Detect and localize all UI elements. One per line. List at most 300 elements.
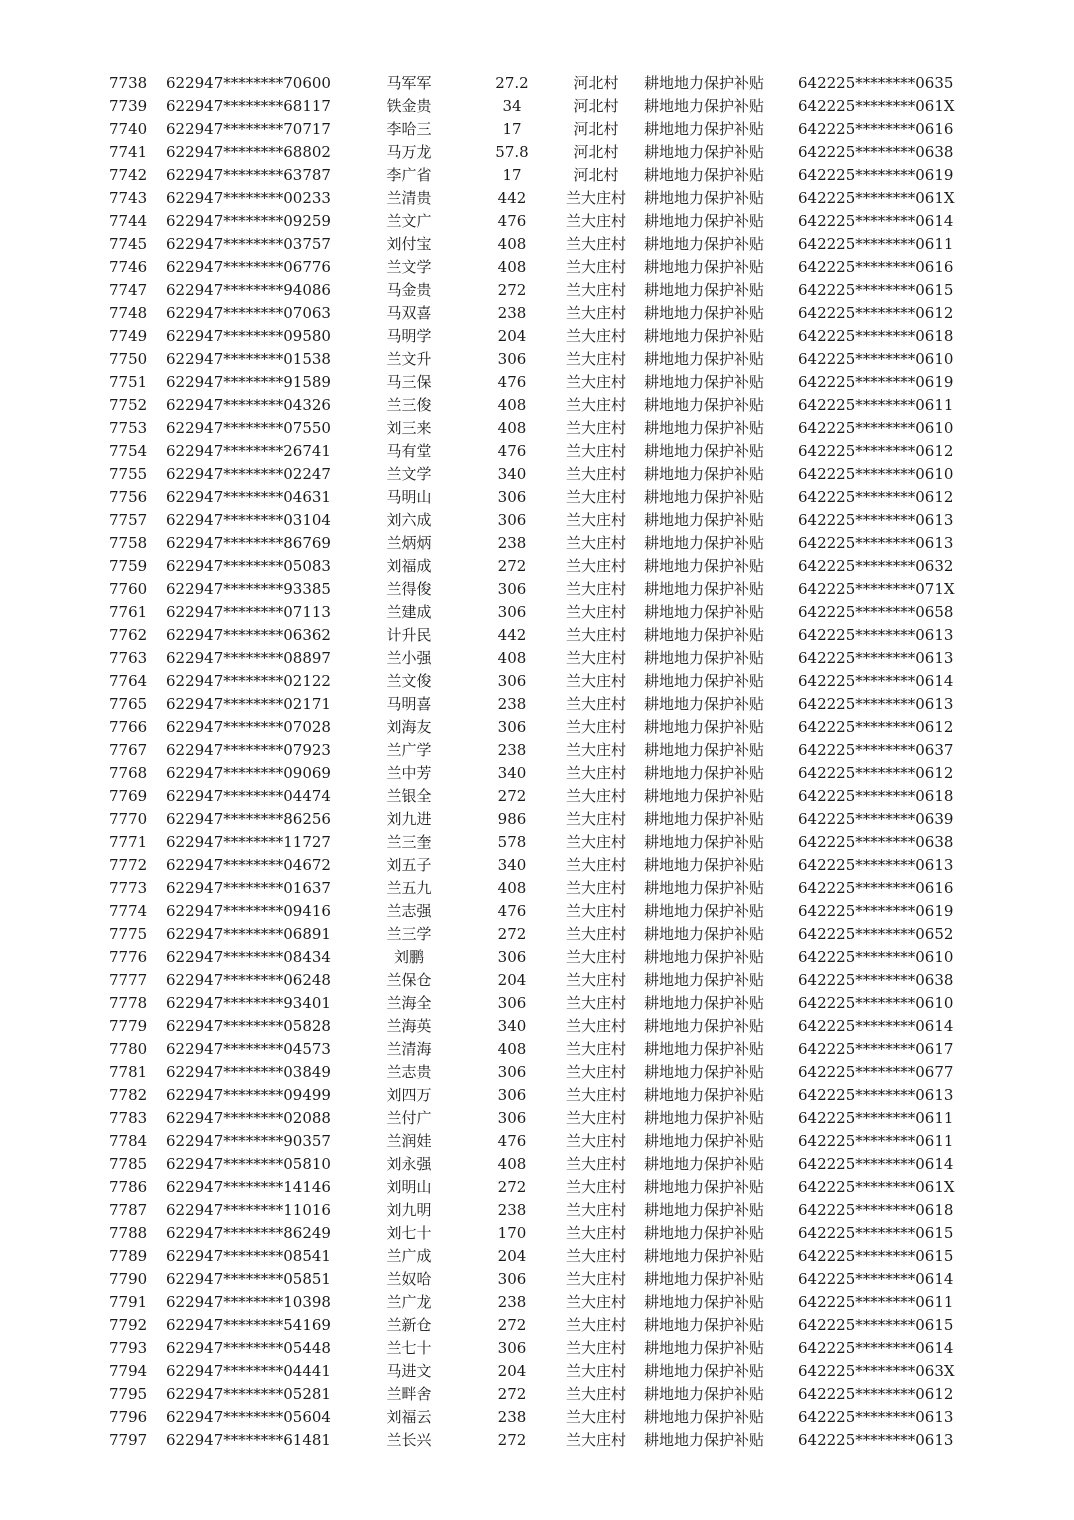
recipient-name: 兰文学 (386, 465, 432, 483)
id-number: 642225********0615 (798, 1316, 954, 1334)
village: 兰大庄村 (565, 419, 626, 437)
subsidy-item: 耕地地力保护补贴 (644, 1224, 765, 1242)
id-number: 642225********0613 (798, 534, 954, 552)
village: 兰大庄村 (565, 902, 626, 920)
recipient-name: 刘鹏 (393, 948, 424, 966)
id-number: 642225********061X (798, 97, 955, 115)
table-row (0, 1061, 1074, 1084)
subsidy-amount: 408 (497, 1155, 527, 1173)
id-number: 642225********0610 (798, 948, 954, 966)
bank-card-number: 622947********11016 (166, 1201, 331, 1219)
bank-card-number: 622947********09499 (166, 1086, 331, 1104)
recipient-name: 马金贵 (386, 281, 432, 299)
subsidy-item: 耕地地力保护补贴 (644, 925, 765, 943)
subsidy-amount: 578 (497, 833, 527, 851)
row-number: 7772 (109, 856, 148, 874)
bank-card-number: 622947********03849 (166, 1063, 331, 1081)
bank-card-number: 622947********05604 (166, 1408, 331, 1426)
subsidy-amount: 340 (497, 764, 527, 782)
village: 兰大庄村 (565, 1293, 626, 1311)
table-row (0, 877, 1074, 900)
row-number: 7796 (109, 1408, 148, 1426)
table-row (0, 785, 1074, 808)
subsidy-item: 耕地地力保护补贴 (644, 626, 765, 644)
village: 兰大庄村 (565, 833, 626, 851)
village: 兰大庄村 (565, 350, 626, 368)
row-number: 7795 (109, 1385, 148, 1403)
row-number: 7774 (109, 902, 148, 920)
bank-card-number: 622947********93385 (166, 580, 331, 598)
subsidy-item: 耕地地力保护补贴 (644, 511, 765, 529)
table-row (0, 578, 1074, 601)
table-row (0, 670, 1074, 693)
village: 兰大庄村 (565, 1109, 626, 1127)
table-row (0, 716, 1074, 739)
bank-card-number: 622947********01637 (166, 879, 331, 897)
subsidy-item: 耕地地力保护补贴 (644, 833, 765, 851)
id-number: 642225********0611 (798, 1132, 954, 1150)
table-row (0, 900, 1074, 923)
village: 兰大庄村 (565, 1385, 626, 1403)
row-number: 7747 (109, 281, 148, 299)
id-number: 642225********0612 (798, 304, 954, 322)
table-row (0, 1038, 1074, 1061)
subsidy-item: 耕地地力保护补贴 (644, 1270, 765, 1288)
village: 兰大庄村 (565, 948, 626, 966)
row-number: 7761 (109, 603, 148, 621)
recipient-name: 兰广成 (386, 1247, 432, 1265)
recipient-name: 兰炳炳 (386, 534, 432, 552)
subsidy-amount: 170 (497, 1224, 527, 1242)
id-number: 642225********061X (798, 1178, 955, 1196)
subsidy-amount: 306 (497, 511, 527, 529)
subsidy-amount: 17 (502, 120, 522, 138)
village: 兰大庄村 (565, 672, 626, 690)
id-number: 642225********0614 (798, 1270, 954, 1288)
subsidy-item: 耕地地力保护补贴 (644, 1109, 765, 1127)
row-number: 7759 (109, 557, 148, 575)
row-number: 7777 (109, 971, 148, 989)
bank-card-number: 622947********68117 (166, 97, 331, 115)
village: 兰大庄村 (565, 1270, 626, 1288)
bank-card-number: 622947********09580 (166, 327, 331, 345)
bank-card-number: 622947********07028 (166, 718, 331, 736)
recipient-name: 李哈三 (386, 120, 432, 138)
subsidy-amount: 272 (497, 1385, 527, 1403)
village: 兰大庄村 (565, 534, 626, 552)
subsidy-item: 耕地地力保护补贴 (644, 1362, 765, 1380)
id-number: 642225********0616 (798, 120, 954, 138)
village: 兰大庄村 (565, 1040, 626, 1058)
subsidy-amount: 306 (497, 948, 527, 966)
id-number: 642225********0611 (798, 1109, 954, 1127)
row-number: 7750 (109, 350, 148, 368)
id-number: 642225********0618 (798, 1201, 954, 1219)
table-row (0, 1429, 1074, 1452)
subsidy-item: 耕地地力保护补贴 (644, 465, 765, 483)
subsidy-item: 耕地地力保护补贴 (644, 718, 765, 736)
row-number: 7739 (109, 97, 148, 115)
village: 兰大庄村 (565, 511, 626, 529)
subsidy-item: 耕地地力保护补贴 (644, 1178, 765, 1196)
subsidy-amount: 27.2 (495, 74, 529, 92)
village: 兰大庄村 (565, 764, 626, 782)
recipient-name: 铁金贵 (386, 97, 432, 115)
subsidy-item: 耕地地力保护补贴 (644, 1408, 765, 1426)
recipient-name: 马明学 (386, 327, 432, 345)
recipient-name: 刘永强 (386, 1155, 432, 1173)
table-row (0, 808, 1074, 831)
subsidy-amount: 306 (497, 718, 527, 736)
row-number: 7785 (109, 1155, 148, 1173)
subsidy-amount: 204 (497, 1362, 527, 1380)
recipient-name: 兰海英 (386, 1017, 432, 1035)
table-row (0, 118, 1074, 141)
subsidy-item: 耕地地力保护补贴 (644, 1086, 765, 1104)
row-number: 7788 (109, 1224, 148, 1242)
id-number: 642225********0614 (798, 1155, 954, 1173)
bank-card-number: 622947********05828 (166, 1017, 331, 1035)
recipient-name: 兰长兴 (386, 1431, 432, 1449)
subsidy-amount: 476 (497, 212, 527, 230)
bank-card-number: 622947********07113 (166, 603, 331, 621)
subsidy-item: 耕地地力保护补贴 (644, 304, 765, 322)
subsidy-item: 耕地地力保护补贴 (644, 327, 765, 345)
table-row (0, 624, 1074, 647)
subsidy-item: 耕地地力保护补贴 (644, 672, 765, 690)
village: 兰大庄村 (565, 856, 626, 874)
row-number: 7770 (109, 810, 148, 828)
table-row (0, 1130, 1074, 1153)
recipient-name: 兰清贵 (386, 189, 432, 207)
row-number: 7793 (109, 1339, 148, 1357)
bank-card-number: 622947********04573 (166, 1040, 331, 1058)
row-number: 7751 (109, 373, 148, 391)
recipient-name: 兰清海 (386, 1040, 432, 1058)
id-number: 642225********0614 (798, 1017, 954, 1035)
id-number: 642225********0615 (798, 1247, 954, 1265)
subsidy-item: 耕地地力保护补贴 (644, 534, 765, 552)
recipient-name: 兰银全 (386, 787, 432, 805)
id-number: 642225********061X (798, 189, 955, 207)
bank-card-number: 622947********02247 (166, 465, 331, 483)
id-number: 642225********0612 (798, 488, 954, 506)
subsidy-amount: 238 (497, 534, 527, 552)
table-row (0, 762, 1074, 785)
id-number: 642225********071X (798, 580, 955, 598)
subsidy-item: 耕地地力保护补贴 (644, 97, 765, 115)
subsidy-amount: 306 (497, 580, 527, 598)
recipient-name: 兰文升 (386, 350, 432, 368)
bank-card-number: 622947********09259 (166, 212, 331, 230)
subsidy-amount: 306 (497, 488, 527, 506)
row-number: 7746 (109, 258, 148, 276)
id-number: 642225********0612 (798, 764, 954, 782)
subsidy-item: 耕地地力保护补贴 (644, 948, 765, 966)
subsidy-item: 耕地地力保护补贴 (644, 419, 765, 437)
table-row (0, 693, 1074, 716)
subsidy-amount: 306 (497, 1109, 527, 1127)
id-number: 642225********0617 (798, 1040, 954, 1058)
row-number: 7752 (109, 396, 148, 414)
bank-card-number: 622947********90357 (166, 1132, 331, 1150)
recipient-name: 兰奴哈 (386, 1270, 432, 1288)
row-number: 7792 (109, 1316, 148, 1334)
id-number: 642225********0614 (798, 212, 954, 230)
subsidy-amount: 408 (497, 396, 527, 414)
subsidy-amount: 986 (497, 810, 527, 828)
village: 兰大庄村 (565, 787, 626, 805)
row-number: 7769 (109, 787, 148, 805)
table-row (0, 923, 1074, 946)
table-row (0, 1314, 1074, 1337)
row-number: 7782 (109, 1086, 148, 1104)
row-number: 7741 (109, 143, 148, 161)
table-row (0, 1176, 1074, 1199)
subsidy-amount: 476 (497, 442, 527, 460)
bank-card-number: 622947********05810 (166, 1155, 331, 1173)
row-number: 7797 (109, 1431, 148, 1449)
bank-card-number: 622947********54169 (166, 1316, 331, 1334)
village: 兰大庄村 (565, 1132, 626, 1150)
bank-card-number: 622947********06362 (166, 626, 331, 644)
bank-card-number: 622947********02171 (166, 695, 331, 713)
recipient-name: 兰广龙 (386, 1293, 432, 1311)
village: 兰大庄村 (565, 281, 626, 299)
subsidy-amount: 408 (497, 649, 527, 667)
recipient-name: 刘七十 (386, 1224, 432, 1242)
village: 河北村 (573, 166, 619, 184)
row-number: 7790 (109, 1270, 148, 1288)
recipient-name: 兰新仓 (386, 1316, 432, 1334)
subsidy-amount: 272 (497, 925, 527, 943)
row-number: 7766 (109, 718, 148, 736)
village: 兰大庄村 (565, 327, 626, 345)
id-number: 642225********0638 (798, 971, 954, 989)
id-number: 642225********0632 (798, 557, 954, 575)
village: 兰大庄村 (565, 1247, 626, 1265)
subsidy-amount: 442 (497, 189, 527, 207)
table-row (0, 1153, 1074, 1176)
row-number: 7743 (109, 189, 148, 207)
table-row (0, 440, 1074, 463)
subsidy-item: 耕地地力保护补贴 (644, 787, 765, 805)
bank-card-number: 622947********06248 (166, 971, 331, 989)
row-number: 7757 (109, 511, 148, 529)
subsidy-item: 耕地地力保护补贴 (644, 396, 765, 414)
table-row (0, 555, 1074, 578)
bank-card-number: 622947********02122 (166, 672, 331, 690)
table-row (0, 1015, 1074, 1038)
table-row (0, 739, 1074, 762)
subsidy-item: 耕地地力保护补贴 (644, 1339, 765, 1357)
id-number: 642225********0677 (798, 1063, 954, 1081)
row-number: 7738 (109, 74, 148, 92)
village: 兰大庄村 (565, 603, 626, 621)
bank-card-number: 622947********08897 (166, 649, 331, 667)
recipient-name: 马三保 (386, 373, 432, 391)
table-row (0, 164, 1074, 187)
table-row (0, 325, 1074, 348)
subsidy-amount: 476 (497, 1132, 527, 1150)
row-number: 7786 (109, 1178, 148, 1196)
row-number: 7780 (109, 1040, 148, 1058)
recipient-name: 兰付广 (386, 1109, 432, 1127)
bank-card-number: 622947********08541 (166, 1247, 331, 1265)
id-number: 642225********0613 (798, 1431, 954, 1449)
table-row (0, 1222, 1074, 1245)
subsidy-amount: 306 (497, 603, 527, 621)
row-number: 7784 (109, 1132, 148, 1150)
subsidy-amount: 408 (497, 235, 527, 253)
id-number: 642225********0613 (798, 511, 954, 529)
table-row (0, 969, 1074, 992)
subsidy-amount: 306 (497, 994, 527, 1012)
table-row (0, 187, 1074, 210)
table-row (0, 647, 1074, 670)
subsidy-table (0, 72, 1074, 1452)
row-number: 7760 (109, 580, 148, 598)
bank-card-number: 622947********05281 (166, 1385, 331, 1403)
id-number: 642225********0610 (798, 350, 954, 368)
row-number: 7758 (109, 534, 148, 552)
village: 兰大庄村 (565, 488, 626, 506)
subsidy-amount: 17 (502, 166, 522, 184)
row-number: 7783 (109, 1109, 148, 1127)
village: 兰大庄村 (565, 1178, 626, 1196)
recipient-name: 兰三奎 (386, 833, 432, 851)
village: 兰大庄村 (565, 304, 626, 322)
bank-card-number: 622947********09416 (166, 902, 331, 920)
subsidy-amount: 57.8 (495, 143, 529, 161)
id-number: 642225********0614 (798, 1339, 954, 1357)
subsidy-item: 耕地地力保护补贴 (644, 143, 765, 161)
recipient-name: 刘五子 (386, 856, 432, 874)
bank-card-number: 622947********70600 (166, 74, 331, 92)
table-row (0, 371, 1074, 394)
table-row (0, 1199, 1074, 1222)
bank-card-number: 622947********02088 (166, 1109, 331, 1127)
id-number: 642225********0613 (798, 695, 954, 713)
subsidy-amount: 408 (497, 419, 527, 437)
subsidy-item: 耕地地力保护补贴 (644, 189, 765, 207)
id-number: 642225********0637 (798, 741, 954, 759)
table-row (0, 72, 1074, 95)
row-number: 7767 (109, 741, 148, 759)
row-number: 7787 (109, 1201, 148, 1219)
bank-card-number: 622947********04441 (166, 1362, 331, 1380)
bank-card-number: 622947********04672 (166, 856, 331, 874)
subsidy-amount: 272 (497, 281, 527, 299)
recipient-name: 马双喜 (386, 304, 432, 322)
bank-card-number: 622947********07923 (166, 741, 331, 759)
subsidy-amount: 306 (497, 672, 527, 690)
row-number: 7781 (109, 1063, 148, 1081)
bank-card-number: 622947********86249 (166, 1224, 331, 1242)
subsidy-item: 耕地地力保护补贴 (644, 902, 765, 920)
row-number: 7773 (109, 879, 148, 897)
recipient-name: 兰广学 (386, 741, 432, 759)
row-number: 7775 (109, 925, 148, 943)
bank-card-number: 622947********05851 (166, 1270, 331, 1288)
village: 河北村 (573, 143, 619, 161)
subsidy-amount: 306 (497, 350, 527, 368)
village: 兰大庄村 (565, 649, 626, 667)
village: 河北村 (573, 120, 619, 138)
bank-card-number: 622947********06776 (166, 258, 331, 276)
row-number: 7744 (109, 212, 148, 230)
bank-card-number: 622947********04474 (166, 787, 331, 805)
subsidy-item: 耕地地力保护补贴 (644, 350, 765, 368)
row-number: 7756 (109, 488, 148, 506)
subsidy-amount: 238 (497, 1408, 527, 1426)
subsidy-item: 耕地地力保护补贴 (644, 1040, 765, 1058)
subsidy-item: 耕地地力保护补贴 (644, 1063, 765, 1081)
subsidy-amount: 306 (497, 1270, 527, 1288)
bank-card-number: 622947********93401 (166, 994, 331, 1012)
subsidy-item: 耕地地力保护补贴 (644, 488, 765, 506)
bank-card-number: 622947********68802 (166, 143, 331, 161)
table-row (0, 302, 1074, 325)
table-row (0, 1268, 1074, 1291)
table-row (0, 601, 1074, 624)
bank-card-number: 622947********05083 (166, 557, 331, 575)
bank-card-number: 622947********11727 (166, 833, 331, 851)
subsidy-item: 耕地地力保护补贴 (644, 1017, 765, 1035)
subsidy-amount: 340 (497, 465, 527, 483)
recipient-name: 刘海友 (386, 718, 432, 736)
id-number: 642225********0611 (798, 396, 954, 414)
bank-card-number: 622947********07063 (166, 304, 331, 322)
table-row (0, 1360, 1074, 1383)
bank-card-number: 622947********70717 (166, 120, 331, 138)
recipient-name: 兰保仓 (386, 971, 432, 989)
recipient-name: 刘四万 (386, 1086, 432, 1104)
subsidy-amount: 204 (497, 1247, 527, 1265)
row-number: 7768 (109, 764, 148, 782)
id-number: 642225********0619 (798, 166, 954, 184)
id-number: 642225********0612 (798, 718, 954, 736)
id-number: 642225********0618 (798, 327, 954, 345)
subsidy-amount: 204 (497, 971, 527, 989)
recipient-name: 刘明山 (386, 1178, 432, 1196)
recipient-name: 兰建成 (386, 603, 432, 621)
subsidy-item: 耕地地力保护补贴 (644, 741, 765, 759)
id-number: 642225********0613 (798, 626, 954, 644)
subsidy-item: 耕地地力保护补贴 (644, 1431, 765, 1449)
village: 兰大庄村 (565, 373, 626, 391)
subsidy-amount: 272 (497, 1431, 527, 1449)
village: 河北村 (573, 74, 619, 92)
subsidy-item: 耕地地力保护补贴 (644, 810, 765, 828)
bank-card-number: 622947********08434 (166, 948, 331, 966)
subsidy-amount: 272 (497, 557, 527, 575)
row-number: 7755 (109, 465, 148, 483)
bank-card-number: 622947********94086 (166, 281, 331, 299)
subsidy-amount: 272 (497, 787, 527, 805)
id-number: 642225********0639 (798, 810, 954, 828)
village: 兰大庄村 (565, 1408, 626, 1426)
row-number: 7794 (109, 1362, 148, 1380)
table-row (0, 463, 1074, 486)
recipient-name: 兰畔舍 (386, 1385, 432, 1403)
recipient-name: 兰三俊 (386, 396, 432, 414)
village: 兰大庄村 (565, 1201, 626, 1219)
subsidy-item: 耕地地力保护补贴 (644, 1247, 765, 1265)
subsidy-item: 耕地地力保护补贴 (644, 971, 765, 989)
subsidy-item: 耕地地力保护补贴 (644, 856, 765, 874)
table-row (0, 279, 1074, 302)
